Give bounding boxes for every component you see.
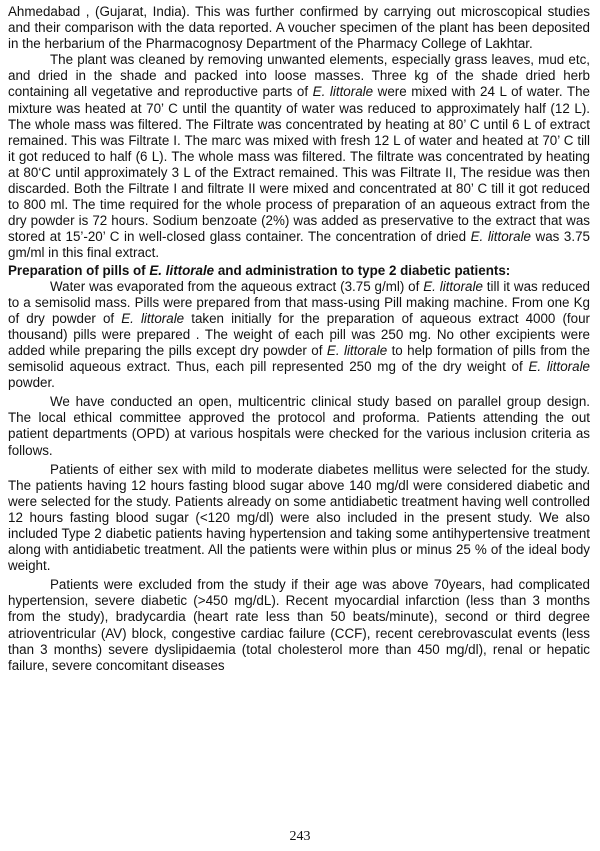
species-name: E. littorale [470, 229, 531, 245]
species-name: E. littorale [312, 84, 374, 100]
paragraph-exclusion-criteria [8, 577, 590, 674]
paragraph-pill-preparation [8, 279, 590, 392]
paragraph-voucher-specimen [8, 4, 590, 52]
text-run: till it was reduced to a semisolid mass. Pills were prepared from that mass-using Pill making machine. From one Kg of dry powder of [8, 278, 590, 326]
paragraph-study-design [8, 394, 590, 458]
text-run: The plant was cleaned by removing unwanted elements, especially grass leaves, mud etc, and dried in the shade and packed into loose masses. Three kg of the shade dried herb containing all vegetative and reproductive parts of [8, 52, 590, 100]
text-run: Ahmedabad , (Gujarat, India). This was further confirmed by carrying out microscopical studies and their comparison with the data reported. A voucher specimen of the plant has been deposited in the herbarium of the Pharmacognosy Department of the Pharmacy College of Lakhtar. [8, 4, 590, 52]
species-name: E. littorale [528, 359, 590, 375]
species-name: E. littorale [149, 262, 215, 278]
text-run: Patients were excluded from the study if their age was above 70years, had complicated hypertension, severe diabetic (>450 mg/dL). Recent myocardial infarction (less than 3 months from the study), bradycardia (heart rate less than 50 beats/minute), second or third degree atrioventricular (AV) block, congestive cardiac failure (CCF), recent cerebrovasculat events (less than 3 months) severe dyslipidaemia (total cholesterol more than 450 mg/dl), renal or hepatic failure, severe concomitant diseases [8, 577, 590, 673]
text-run: Water was evaporated from the aqueous extract (3.75 g/ml) of [50, 278, 424, 294]
page-body [8, 4, 590, 674]
text-run: We have conducted an open, multicentric clinical study based on parallel group design. The local ethical committee approved the protocol and proforma. Patients attending the out patient departments (OPD) at various hospitals were checked for the various inclusion criteria as follows. [8, 394, 590, 458]
text-run: Preparation of pills of [8, 262, 150, 278]
species-name: E. littorale [121, 310, 185, 326]
paragraph-inclusion-criteria [8, 462, 590, 575]
species-name: E. littorale [423, 278, 483, 294]
text-run: to help formation of pills from the semisolid aqueous extract. Thus, each pill represented 250 mg of the dry weight of [8, 342, 591, 375]
text-run: and administration to type 2 diabetic patients: [214, 262, 511, 278]
text-run: taken initially for the preparation of aqueous extract 4000 (four thousand) pills were prepared . The weight of each pill was 250 mg. No other excipients were added while preparing the pills except dry powder of [8, 310, 591, 358]
text-run: Patients of either sex with mild to moderate diabetes mellitus were selected for the study. The patients having 12 hours fasting blood sugar above 140 mg/dl were considered diabetic and were selected for the study. Patients already on some antidiabetic treatment having well controlled 12 hours fasting blood sugar (<120 mg/dl) were also included in the present study. We also included Type 2 diabetic patients having hypertension and taking some antihypertensive treatment along with antidiabetic treatment. All the patients were within plus or minus 25 % of the ideal body weight. [8, 461, 590, 574]
paragraph-extract-preparation [8, 52, 590, 261]
text-run: powder. [8, 375, 55, 391]
section-heading-pill-preparation [8, 263, 590, 279]
text-run: were mixed with 24 L of water. The mixture was heated at 70’ C until the quantity of water was reduced to approximately half (12 L). The whole mass was filtered. The Filtrate was concentrated by heating at 80’ C until 6 L of extract remained. This was Filtrate I. The marc was mixed with fresh 12 L of water and heated at 70’ C till it got reduced to half (6 L). The whole mass was filtered. The filtrate was concentrated by heating at 80‘C until approximately 3 L of the Extract remained. This was Filtrate II, The residue was then discarded. Both the Filtrate I and filtrate II were mixed and concentrated at 80’ C till it got reduced to 800 ml. The time required for the whole process of preparation of an aqueous extract from the dry powder is 72 hours. Sodium benzoate (2%) was added as preservative to the extract that was stored at 15’-20’ C in well-closed glass container. The concentration of dried [8, 84, 590, 245]
species-name: E. littorale [326, 342, 388, 358]
text-run: was 3.75 gm/ml in this final extract. [8, 229, 590, 261]
page-number: 243 [289, 829, 311, 844]
